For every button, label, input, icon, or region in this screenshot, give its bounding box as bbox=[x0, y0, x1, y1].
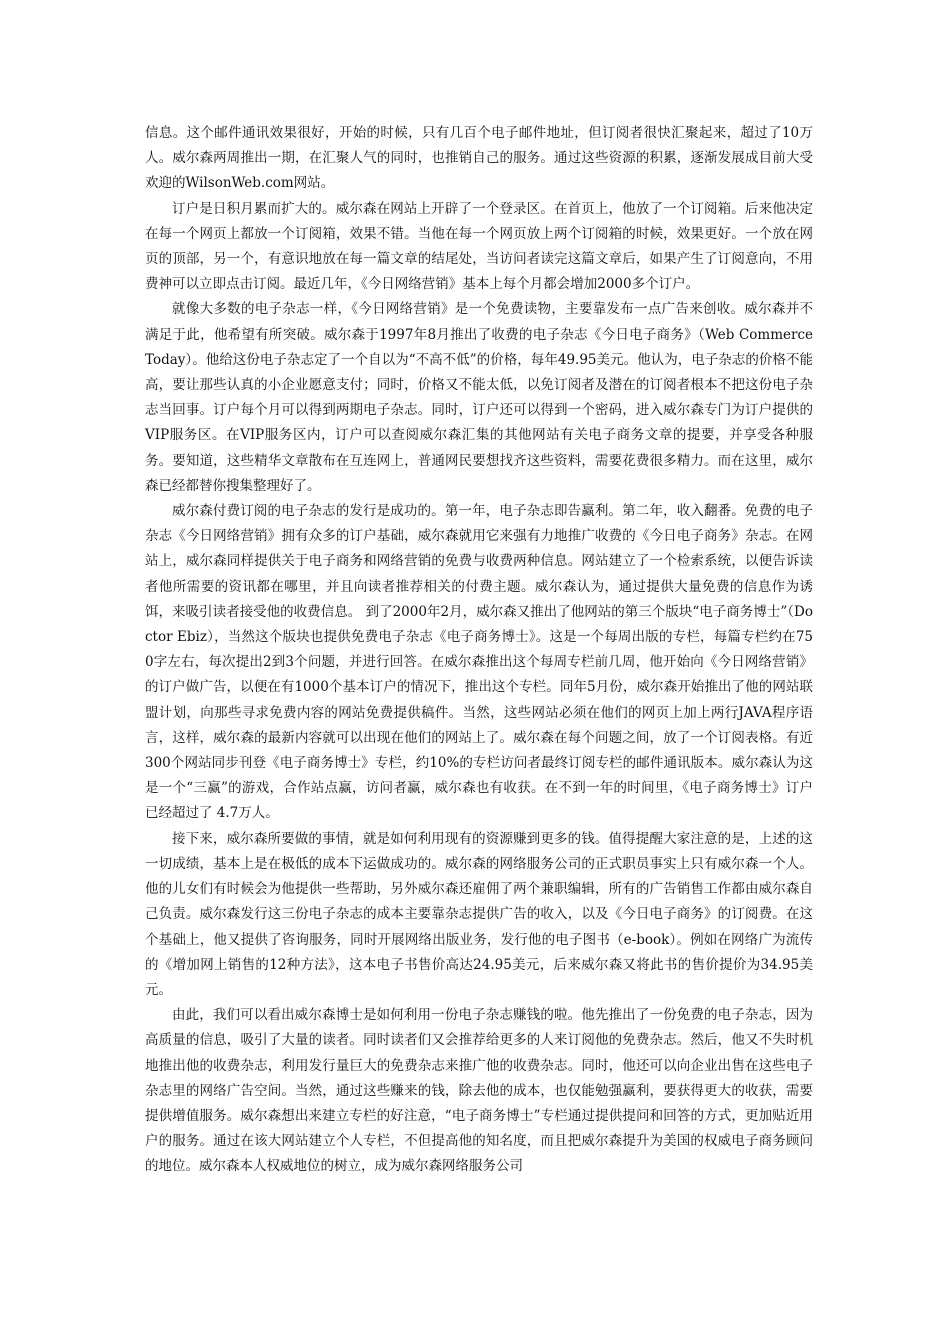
paragraph-cost: 接下来，威尔森所要做的事情，就是如何利用现有的资源赚到更多的钱。值得提醒大家注意的是，上述的这一切成绩，基本上是在极低的成本下运做成功的。威尔森的网络服务公司的正式职员事实上只有威尔森一个人。他的儿女们有时候会为他提供一些帮助，另外威尔森还雇佣了两个兼职编辑，所有的广告销售工作都由威尔森自己负责。威尔森发行这三份电子杂志的成本主要靠杂志提供广告的收入，以及《今日电子商务》的订阅费。在这个基础上，他又提供了咨询服务，同时开展网络出版业务，发行他的电子图书（e-book）。例如在网络广为流传的《增加网上销售的12种方法》，这本电子书售价高达24.95美元，后来威尔森又将此书的售价提价为34.95美元。 bbox=[145, 830, 813, 998]
paragraph-summary: 由此，我们可以看出威尔森博士是如何利用一份电子杂志赚钱的啦。他先推出了一份免费的电子杂志，因为高质量的信息，吸引了大量的读者。同时读者们又会推荐给更多的人来订阅他的免费杂志。然后，他又不失时机地推出他的收费杂志，利用发行量巨大的免费杂志来推广他的收费杂志。同时，他还可以向企业出售在这些电子杂志里的网络广告空间。当然，通过这些赚来的钱，除去他的成本，也仅能勉强赢利，要获得更大的收获，需要提供增值服务。威尔森想出来建立专栏的好注意，“电子商务博士”专栏通过提供提问和回答的方式，更加贴近用户的服务。通过在该大网站建立个人专栏，不但提高他的知名度，而且把威尔森提升为美国的权威电子商务顾问的地位。威尔森本人权威地位的树立，成为威尔森网络服务公司 bbox=[145, 1007, 813, 1175]
paragraph-paid-magazine: 就像大多数的电子杂志一样，《今日网络营销》是一个免费读物，主要靠发布一点广告来创收。威尔森并不满足于此，他希望有所突破。威尔森于1997年8月推出了收费的电子杂志《今日电子商务》（Web Commerce Today）。他给这份电子杂志定了一个自以为“不高不低”的价格，每年49.95美元。他认为，电子杂志的价格不能高，要让那些认真的小企业愿意支付；同时，价格又不能太低，以免订阅者及潜在的订阅者根本不把这份电子杂志当回事。订户每个月可以得到两期电子杂志。同时，订户还可以得到一个密码，进入威尔森专门为订户提供的VIP服务区。在VIP服务区内，订户可以查阅威尔森汇集的其他网站有关电子商务文章的提要，并享受各种服务。要知道，这些精华文章散布在互连网上，普通网民要想找齐这些资料，需要花费很多精力。而在这里，威尔森已经都替你搜集整理好了。 bbox=[145, 301, 813, 494]
article-body bbox=[145, 121, 813, 1180]
paragraph-continued: 信息。这个邮件通讯效果很好，开始的时候，只有几百个电子邮件地址，但订阅者很快汇聚起来，超过了10万人。威尔森两周推出一期，在汇聚人气的同时，也推销自己的服务。通过这些资源的积累，逐渐发展成目前大受欢迎的WilsonWeb.com网站。 bbox=[145, 125, 813, 192]
paragraph-subscribers: 订户是日积月累而扩大的。威尔森在网站上开辟了一个登录区。在首页上，他放了一个订阅箱。后来他决定在每一个网页上都放一个订阅箱，效果不错。当他在每一个网页放上两个订阅箱的时候，效果更好。一个放在网页的顶部，另一个，有意识地放在每一篇文章的结尾处，当访问者读完这篇文章后，如果产生了订阅意向，不用费神可以立即点击订阅。最近几年，《今日网络营销》基本上每个月都会增加2000多个订户。 bbox=[145, 200, 813, 293]
paragraph-success: 威尔森付费订阅的电子杂志的发行是成功的。第一年，电子杂志即告赢利。第二年，收入翻番。免费的电子杂志《今日网络营销》拥有众多的订户基础，威尔森就用它来强有力地推广收费的《今日电子商务》杂志。在网站上，威尔森同样提供关于电子商务和网络营销的免费与收费两种信息。网站建立了一个检索系统，以便告诉读者他所需要的资讯都在哪里，并且向读者推荐相关的付费主题。威尔森认为，通过提供大量免费的信息作为诱饵，来吸引读者接受他的收费信息。 到了2000年2月，威尔森又推出了他网站的第三个版块“电子商务博士”（Doctor Ebiz），当然这个版块也提供免费电子杂志《电子商务博士》。这是一个每周出版的专栏，每篇专栏约在750字左右，每次提出2到3个问题，并进行回答。在威尔森推出这个每周专栏前几周，他开始向《今日网络营销》的订户做广告，以便在有1000个基本订户的情况下，推出这个专栏。同年5月份，威尔森开始推出了他的网站联盟计划，向那些寻求免费内容的网站免费提供稿件。当然，这些网站必须在他们的网页上加上两行JAVA程序语言，这样，威尔森的最新内容就可以出现在他们的网站上了。威尔森在每个问题之间，放了一个订阅表格。有近300个网站同步刊登《电子商务博士》专栏，约10%的专栏访问者最终订阅专栏的邮件通讯版本。威尔森认为这是一个“三赢”的游戏，合作站点赢，访问者赢，威尔森也有收获。在不到一年的时间里，《电子商务博士》订户已经超过了 4.7万人。 bbox=[145, 503, 813, 822]
